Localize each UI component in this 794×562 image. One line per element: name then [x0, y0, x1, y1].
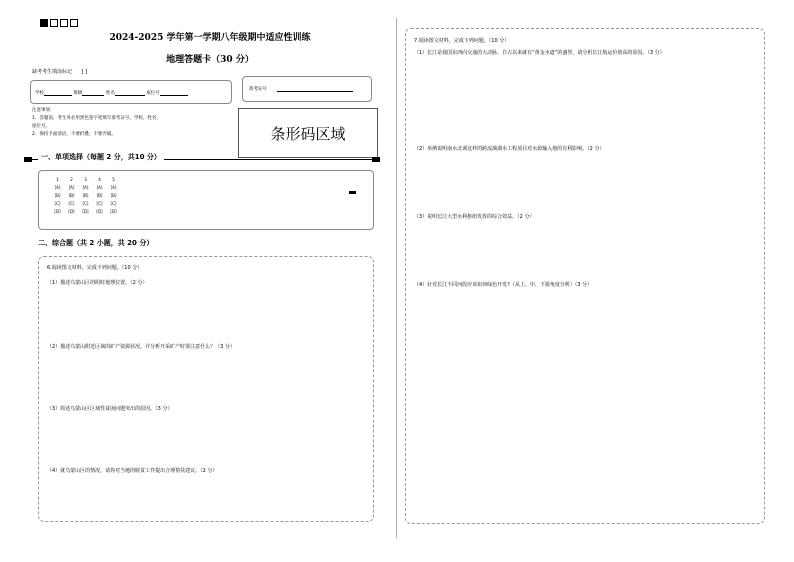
- notices: [32, 107, 161, 139]
- name-field[interactable]: [115, 89, 145, 96]
- corner-mark: [60, 19, 68, 27]
- choice-number: 4: [98, 177, 101, 182]
- choice-number: 1: [56, 177, 59, 182]
- class-label: 班级: [73, 91, 83, 96]
- choice-number: 5: [112, 177, 115, 182]
- option-c[interactable]: [C]: [82, 201, 89, 206]
- notice-line: 1．答题前，考生务必用黑色签字笔填写准考证号、学校、姓名、: [32, 116, 161, 121]
- absent-mark-row: [32, 68, 87, 75]
- option-a[interactable]: [A]: [54, 185, 61, 190]
- seat-label: 座位号: [146, 91, 160, 96]
- choice-number: 3: [84, 177, 87, 182]
- school-field[interactable]: [44, 89, 72, 96]
- option-c[interactable]: [C]: [54, 201, 61, 206]
- ticket-number-box: [242, 76, 372, 102]
- option-b[interactable]: [B]: [54, 193, 61, 198]
- option-b[interactable]: [B]: [68, 193, 75, 198]
- corner-mark: [50, 19, 58, 27]
- option-d[interactable]: [D]: [82, 209, 89, 214]
- ticket-label: 准考证号: [249, 87, 267, 92]
- notice-title: 注意事项：: [32, 108, 55, 113]
- choice-column: [53, 176, 62, 216]
- corner-mark-filled: [40, 19, 48, 27]
- choice-column: [95, 176, 104, 216]
- question6-part3: （3）简述乌蒙山区区域性贫困问题突出的原因。（3 分）: [47, 406, 173, 412]
- question7-part4: （4）针对长江不同河段应该如何绿色开发?（从上、中、下游角度分析）（3 分）: [414, 282, 593, 288]
- option-a[interactable]: [A]: [110, 185, 117, 190]
- choice-box: [38, 170, 374, 230]
- exam-title: 2024-2025 学年第一学期八年级期中适应性训练: [109, 33, 311, 43]
- question7-part1: （1）长江是我国东西向交通的大动脉，自古以来就有“黄金水道”的盛誉，请分析长江航运价值高的原因。（3 分）: [414, 50, 665, 56]
- section2-title: 二、综合题（共 2 小题，共 20 分）: [38, 239, 154, 247]
- ticket-field[interactable]: [277, 85, 353, 92]
- option-c[interactable]: [C]: [68, 201, 75, 206]
- question6-part1: （1）描述乌蒙山区的阻时地理位置。（2 分）: [47, 280, 148, 286]
- option-b[interactable]: [B]: [82, 193, 89, 198]
- option-b[interactable]: [B]: [110, 193, 117, 198]
- school-label: 学校: [35, 91, 44, 96]
- barcode-area: [238, 108, 378, 158]
- question6-box[interactable]: [38, 256, 374, 522]
- question7-part2: （2）举例说明南水北调这样的跨流域调水工程项目对水源输入地的有利影响。（2 分）: [414, 146, 605, 152]
- alignment-mark: [24, 157, 32, 162]
- question6-title: 6.阅读图文材料，完成下列问题。（10 分）: [47, 265, 143, 271]
- question7-title: 7.阅读图文材料，完成下列问题。（10 分）: [414, 38, 510, 44]
- notice-line: 座位号。: [32, 124, 50, 129]
- choice-column: [109, 176, 118, 216]
- absent-mark-box[interactable]: [ ]: [81, 69, 88, 75]
- question7-part3: （3）说明长江大型水利枢纽发挥的综合效益。（2 分）: [414, 214, 535, 220]
- option-d[interactable]: [D]: [54, 209, 61, 214]
- choice-column: [81, 176, 90, 216]
- option-b[interactable]: [B]: [96, 193, 103, 198]
- barcode-label: 条形码区域: [270, 124, 346, 143]
- exam-subtitle: 地理答题卡（30 分）: [166, 55, 254, 65]
- option-d[interactable]: [D]: [68, 209, 75, 214]
- question6-part4: （4）就乌蒙山区的情况，请你对当地的脱贫工作提出合理帮扶建议。（2 分）: [47, 468, 218, 474]
- question7-box[interactable]: [405, 28, 765, 524]
- option-a[interactable]: [A]: [96, 185, 103, 190]
- student-info-box: [30, 80, 232, 104]
- choice-column: [67, 176, 76, 216]
- name-label: 姓名: [105, 91, 115, 96]
- option-d[interactable]: [D]: [96, 209, 103, 214]
- choice-number: 2: [70, 177, 73, 182]
- class-field[interactable]: [82, 89, 104, 96]
- option-d[interactable]: [D]: [110, 209, 117, 214]
- option-c[interactable]: [C]: [110, 201, 117, 206]
- option-a[interactable]: [A]: [68, 185, 75, 190]
- question6-part2: （2）描述乌蒙山附近区域的矿产资源状况，并分析开采矿产时要注意什么？（3 分）: [47, 344, 235, 350]
- choice-grid: [53, 176, 118, 216]
- alignment-mark: [372, 157, 380, 162]
- choice-position-mark: [349, 191, 356, 194]
- page-divider: [396, 18, 397, 538]
- absent-mark-label: 缺考考生填涂标记: [32, 69, 73, 75]
- notice-line: 2．保持卡面清洁，不要折叠，不要弄破。: [32, 132, 116, 137]
- corner-marks: [40, 12, 80, 31]
- option-a[interactable]: [A]: [82, 185, 89, 190]
- section1-title: 一、单项选择（每题 2 分，共10 分）: [38, 152, 164, 162]
- corner-mark: [70, 19, 78, 27]
- seat-field[interactable]: [160, 89, 188, 96]
- student-fields: [35, 89, 188, 96]
- option-c[interactable]: [C]: [96, 201, 103, 206]
